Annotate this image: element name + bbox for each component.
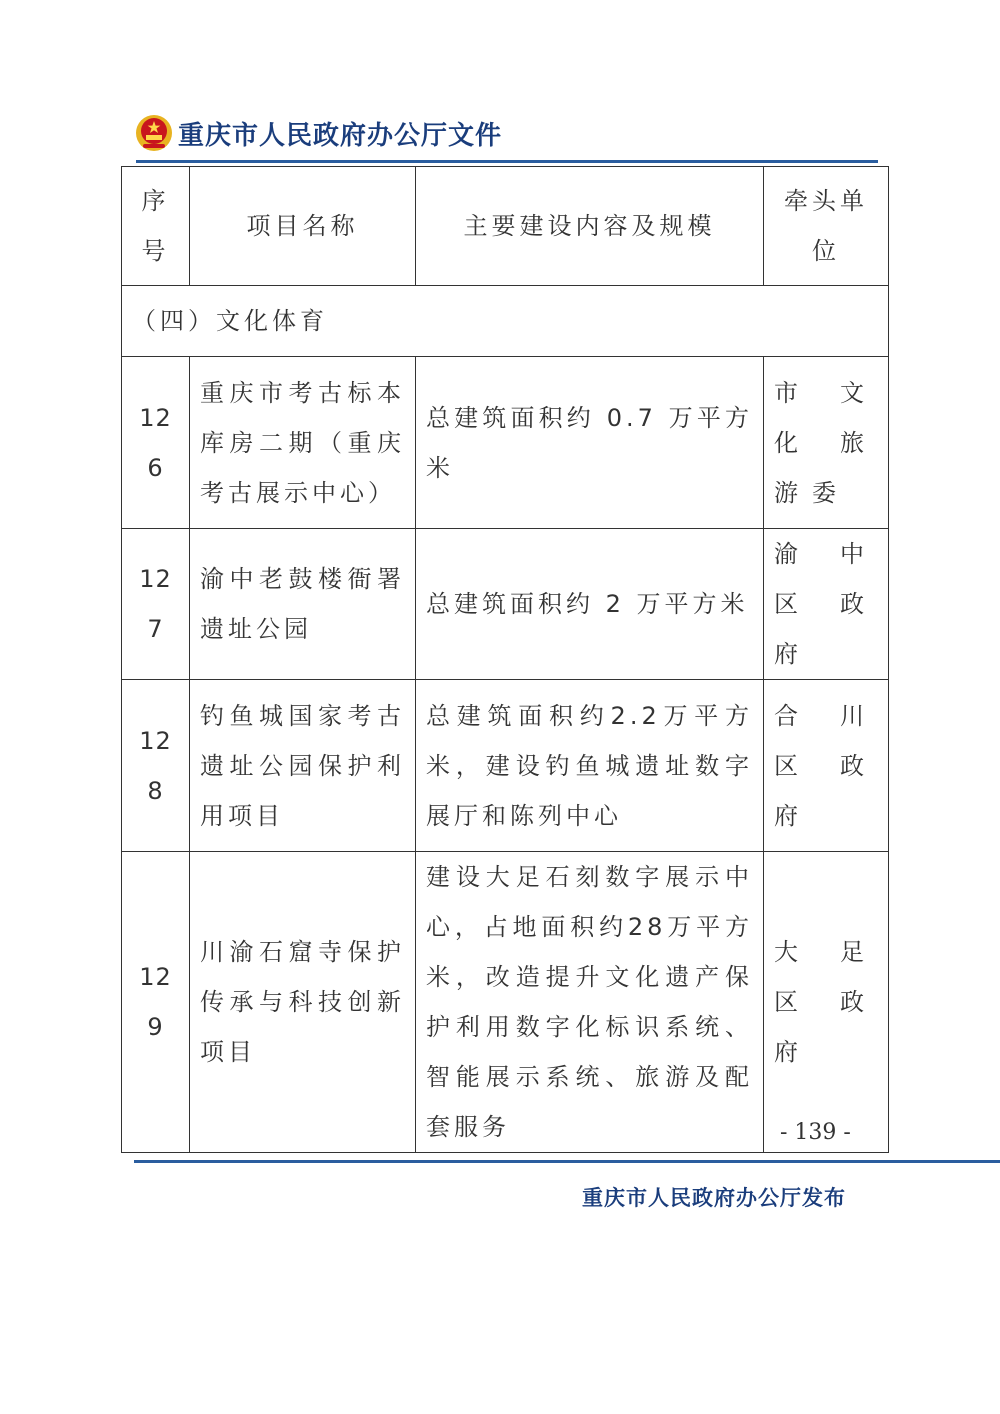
header-divider <box>136 160 878 163</box>
row-content: 总建筑面积约 0.7 万平方米 <box>416 357 764 529</box>
section-row <box>122 286 889 357</box>
header-content: 主要建设内容及规模 <box>416 167 764 286</box>
row-project-name: 渝中老鼓楼衙署遗址公园 <box>190 529 416 680</box>
header-number: 序号 <box>122 167 190 286</box>
row-project-name: 重庆市考古标本库房二期（重庆考古展示中心） <box>190 357 416 529</box>
header-lead: 牵头单位 <box>764 167 889 286</box>
footer-divider <box>134 1160 1000 1163</box>
row-lead-unit: 合川区政府 <box>764 680 889 852</box>
project-table <box>121 166 889 1153</box>
row-number: 128 <box>122 680 190 852</box>
table-row <box>122 680 889 852</box>
table-header-row <box>122 167 889 286</box>
row-content: 总建筑面积约 2 万平方米 <box>416 529 764 680</box>
row-content: 总建筑面积约2.2万平方米，建设钓鱼城遗址数字展厅和陈列中心 <box>416 680 764 852</box>
row-project-name: 钓鱼城国家考古遗址公园保护利用项目 <box>190 680 416 852</box>
row-number: 126 <box>122 357 190 529</box>
row-number: 127 <box>122 529 190 680</box>
row-lead-unit: 市文化旅游委 <box>764 357 889 529</box>
row-lead-unit: 渝中区政府 <box>764 529 889 680</box>
page-number: - 139 - <box>780 1120 851 1145</box>
row-project-name: 川渝石窟寺保护传承与科技创新项目 <box>190 852 416 1153</box>
row-number: 129 <box>122 852 190 1153</box>
national-emblem-icon <box>134 113 174 153</box>
row-content: 建设大足石刻数字展示中心，占地面积约28万平方米，改造提升文化遗产保护利用数字化标识系统、智能展示系统、旅游及配套服务 <box>416 852 764 1153</box>
table-row <box>122 357 889 529</box>
document-header <box>134 110 502 156</box>
header-name: 项目名称 <box>190 167 416 286</box>
row-lead-unit: 大足区政府 <box>764 852 889 1153</box>
header-title: 重庆市人民政府办公厅文件 <box>178 120 503 151</box>
publisher-line: 重庆市人民政府办公厅发布 <box>582 1185 846 1210</box>
table-row <box>122 852 889 1153</box>
table-row <box>122 529 889 680</box>
section-title: （四）文化体育 <box>122 286 889 357</box>
